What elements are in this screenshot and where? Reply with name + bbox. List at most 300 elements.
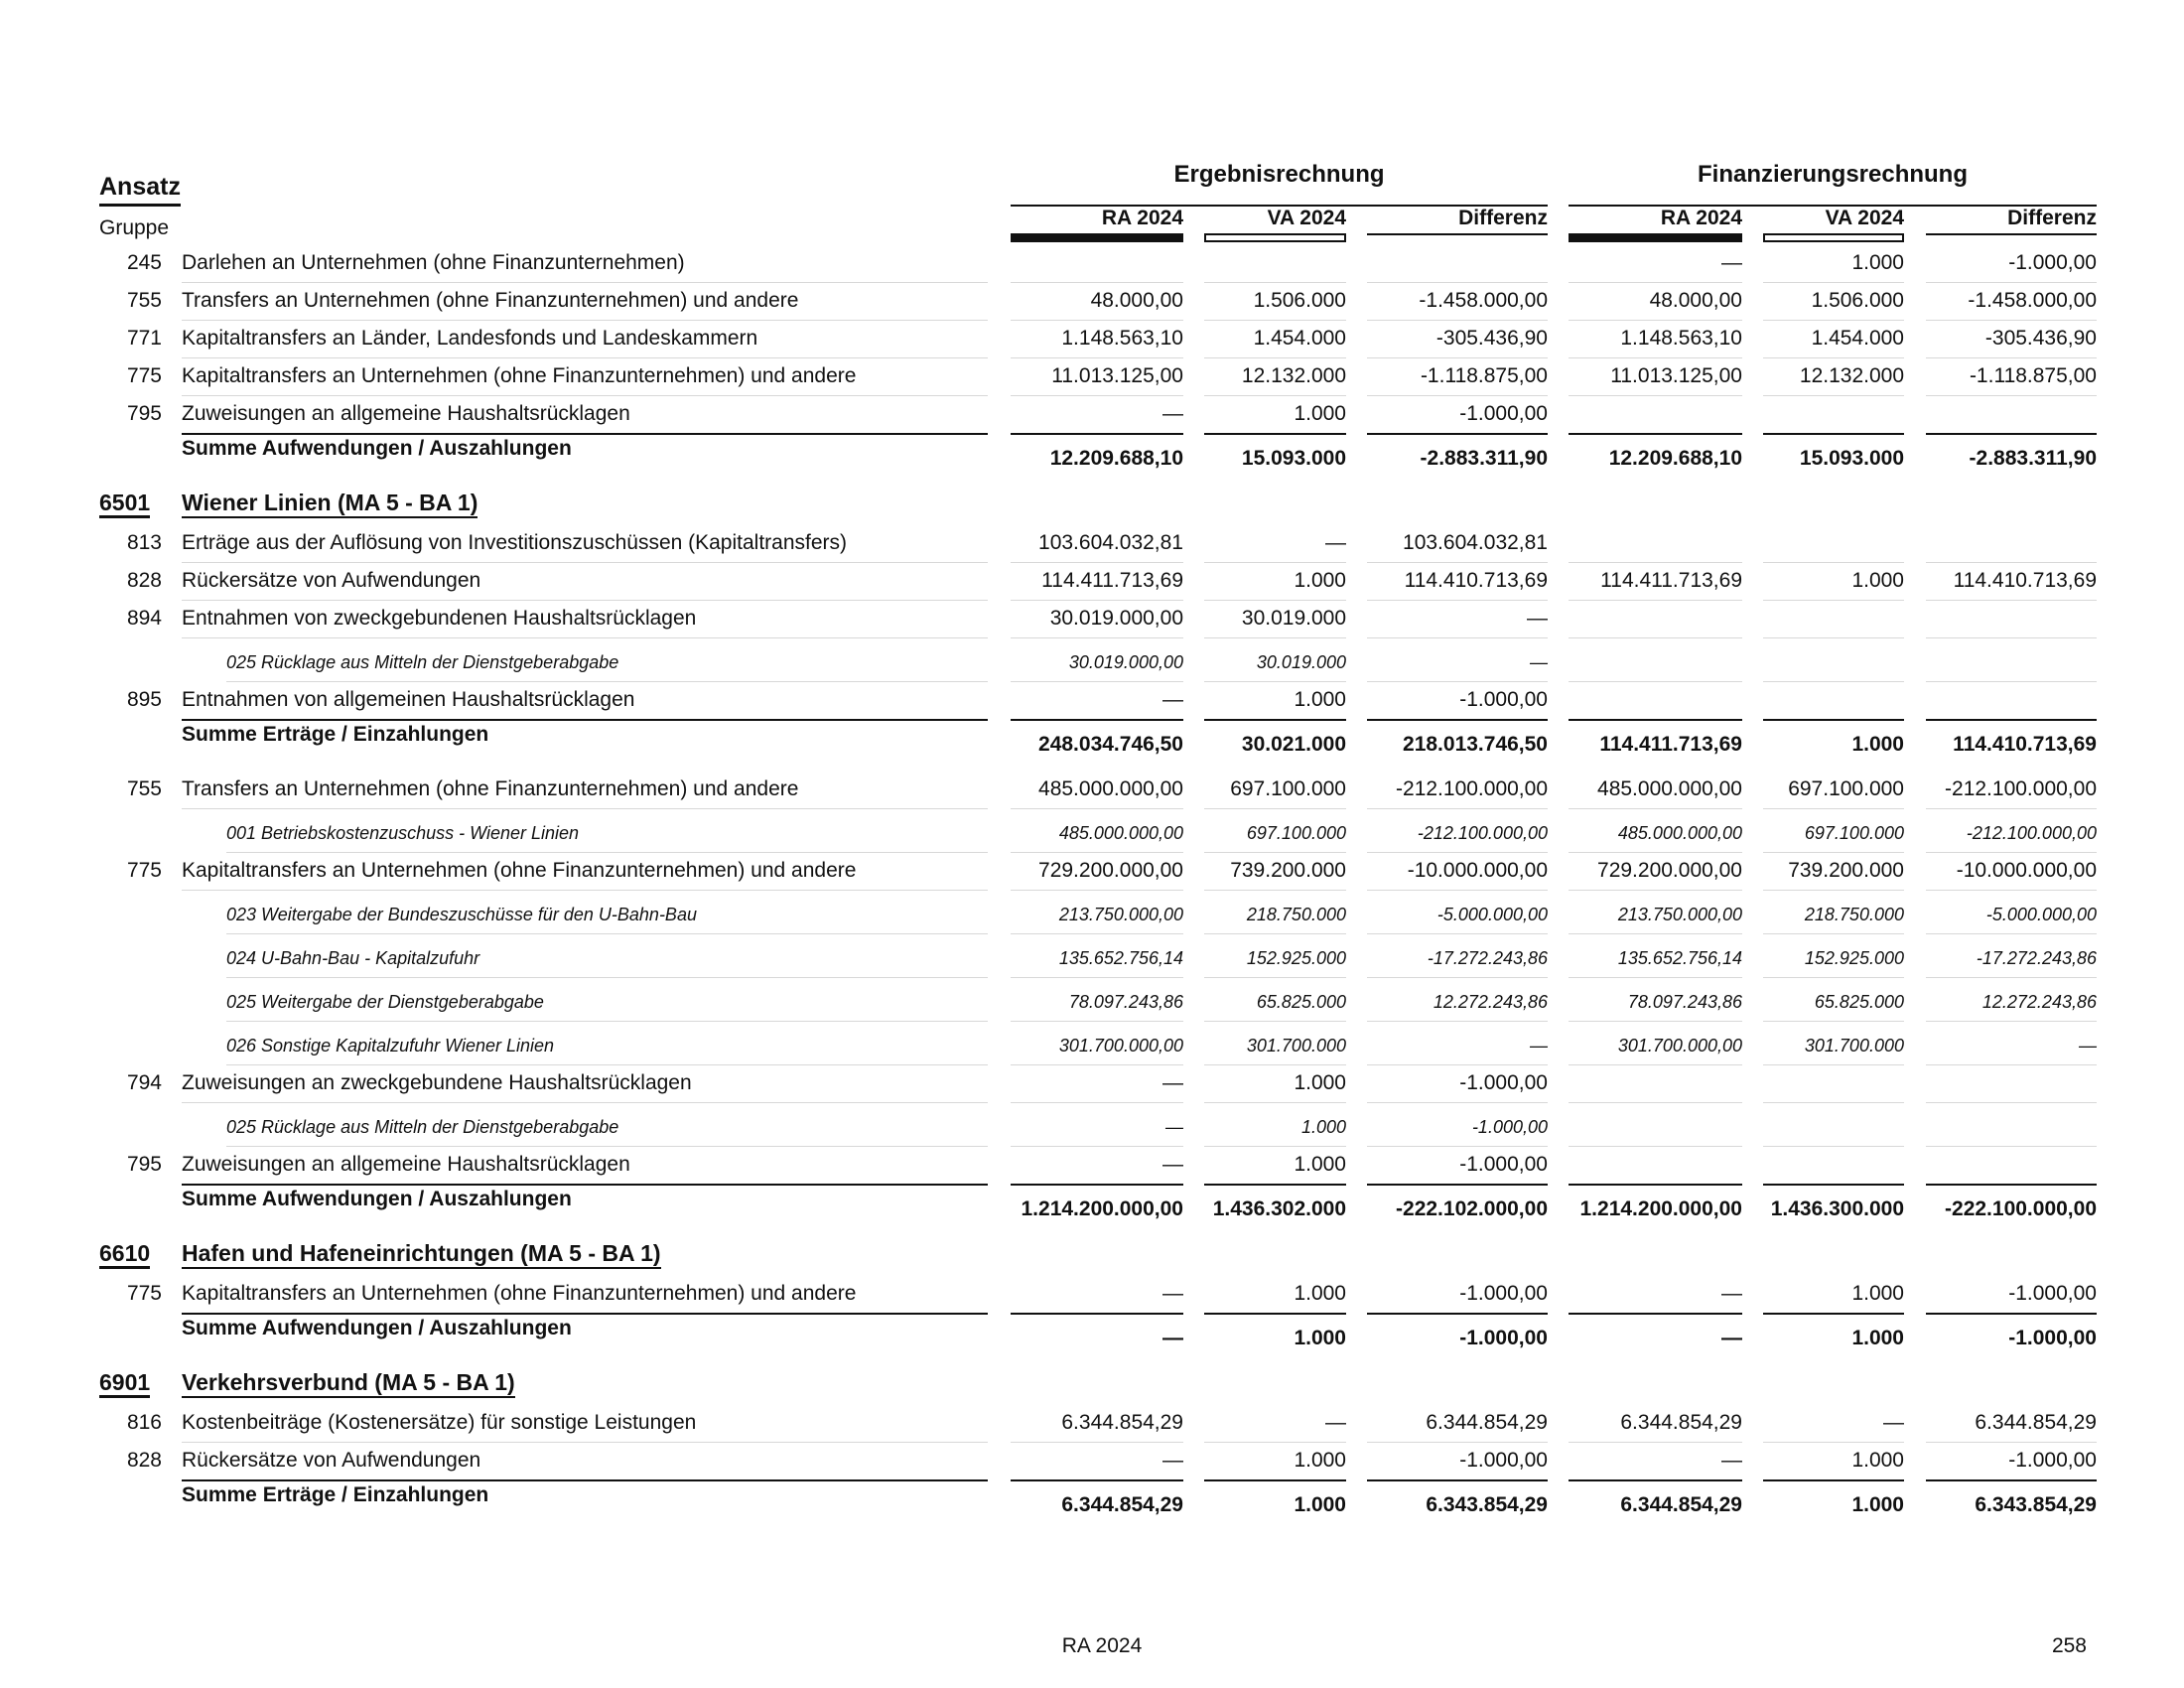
cell-rule [1763,1021,1904,1022]
value-differenz-finanz: -10.000.000,00 [1956,859,2097,882]
section-title-text: Wiener Linien (MA 5 - BA 1) [182,490,478,518]
value-va-2024-ergebnis: — [1325,531,1346,554]
section-title-text: Verkehrsverbund (MA 5 - BA 1) [182,1369,515,1398]
value-ra-2024-finanz: 301.700.000,00 [1617,1036,1742,1055]
value-ra-2024-finanz: 6.344.854,29 [1620,1493,1742,1516]
value-va-2024-ergebnis: 1.000 [1294,688,1346,711]
cell-rule [1204,852,1346,853]
value-va-2024-ergebnis: 697.100.000 [1246,823,1346,843]
value-differenz-finanz: -1.000,00 [2008,251,2097,274]
value-ra-2024-finanz: — [1721,1449,1742,1472]
table-row [0,1406,2184,1444]
cell-rule [1569,852,1742,853]
table-row [0,602,2184,639]
value-differenz-ergebnis: -1.000,00 [1459,688,1548,711]
cell-rule [1011,977,1183,978]
cell-rule [1569,890,1742,891]
ra-marker-bar [1569,233,1742,242]
value-differenz-ergebnis: -10.000.000,00 [1407,859,1548,882]
row-rule [226,681,988,682]
group-number: 828 [126,1449,162,1472]
sub-row [0,1023,2184,1066]
cell-rule [1011,562,1183,563]
finanzierungsrechnung-title: Finanzierungsrechnung [1697,161,1968,188]
value-ra-2024-ergebnis: — [1162,1282,1183,1305]
group-number: 775 [126,859,162,882]
value-ra-2024-ergebnis: — [1162,1153,1183,1176]
value-ra-2024-ergebnis: — [1162,402,1183,425]
group-number: 795 [126,1153,162,1176]
sum-label: Summe Erträge / Einzahlungen [182,723,489,746]
value-va-2024-ergebnis: 1.454.000 [1253,327,1346,350]
cell-rule [1569,808,1742,809]
cell-rule [1011,395,1183,396]
row-rule [182,1102,988,1103]
cell-rule [1763,357,1904,358]
value-differenz-ergebnis: 6.344.854,29 [1426,1411,1548,1434]
item-label: Transfers an Unternehmen (ohne Finanzunternehmen) und andere [182,289,799,312]
value-differenz-ergebnis: -212.100.000,00 [1396,777,1548,800]
group-number: 894 [126,607,162,630]
col-differenz-finanz: Differenz [2007,207,2097,229]
value-va-2024-ergebnis: 1.000 [1294,1327,1346,1349]
value-va-2024-finanz: 739.200.000 [1788,859,1904,882]
cell-rule [1569,1442,1742,1443]
cell-rule [1011,1064,1183,1065]
sum-label: Summe Erträge / Einzahlungen [182,1483,489,1506]
cell-rule [1763,320,1904,321]
value-ra-2024-ergebnis: 30.019.000,00 [1068,652,1183,672]
value-ra-2024-ergebnis: 48.000,00 [1090,289,1183,312]
section-title [182,1370,988,1394]
cell-rule [1569,395,1742,396]
cell-rule [1367,562,1548,563]
cell-rule [1763,395,1904,396]
value-ra-2024-finanz: — [1721,1282,1742,1305]
value-ra-2024-ergebnis: 12.209.688,10 [1049,447,1183,470]
value-va-2024-ergebnis: 15.093.000 [1241,447,1346,470]
va-marker-bar [1763,233,1904,242]
value-differenz-finanz: -17.272.243,86 [1976,948,2097,968]
table-row [0,854,2184,892]
value-va-2024-ergebnis: 12.132.000 [1241,364,1346,387]
table-header [0,0,2184,268]
cell-rule [1926,600,2097,601]
group-number: 775 [126,364,162,387]
cell-rule [1926,890,2097,891]
row-rule [182,890,988,891]
value-ra-2024-ergebnis: 485.000.000,00 [1058,823,1183,843]
group-number: 755 [126,777,162,800]
value-va-2024-finanz: 65.825.000 [1814,992,1904,1012]
cell-rule [1011,1146,1183,1147]
cell-rule [1569,562,1742,563]
group-number: 771 [126,327,162,350]
value-differenz-ergebnis: -1.000,00 [1471,1117,1548,1137]
group-number: 794 [126,1071,162,1094]
value-differenz-ergebnis: — [1530,652,1548,672]
value-va-2024-ergebnis: 1.000 [1294,1449,1346,1472]
cell-rule [1204,1021,1346,1022]
section-title [182,491,988,514]
ergebnisrechnung-title: Ergebnisrechnung [1173,161,1385,188]
value-ra-2024-finanz: 485.000.000,00 [1617,823,1742,843]
cell-rule [1011,357,1183,358]
cell-rule [1763,681,1904,682]
value-va-2024-finanz: 1.000 [1851,1282,1904,1305]
value-va-2024-finanz: 1.454.000 [1811,327,1904,350]
value-ra-2024-ergebnis: 135.652.756,14 [1058,948,1183,968]
cell-rule [1011,808,1183,809]
row-rule [226,977,988,978]
value-va-2024-ergebnis: 1.000 [1294,1493,1346,1516]
cell-rule [1204,1442,1346,1443]
table-row [0,1066,2184,1104]
row-rule [226,852,988,853]
value-differenz-finanz: -1.000,00 [2008,1327,2097,1349]
cell-rule [1204,933,1346,934]
budget-table-body [0,246,2184,1525]
section-title-text: Hafen und Hafeneinrichtungen (MA 5 - BA 1) [182,1240,661,1269]
value-ra-2024-ergebnis: — [1165,1117,1183,1137]
ansatz-heading: Ansatz [99,173,181,207]
item-label: Entnahmen von zweckgebundenen Haushaltsrücklagen [182,607,697,630]
value-differenz-ergebnis: -1.000,00 [1459,1071,1548,1094]
value-ra-2024-ergebnis: 103.604.032,81 [1038,531,1183,554]
cell-rule [1011,1021,1183,1022]
cell-rule [1926,1442,2097,1443]
value-differenz-finanz: 12.272.243,86 [1981,992,2097,1012]
section-title [182,1241,988,1265]
value-va-2024-ergebnis: 1.436.302.000 [1212,1197,1346,1220]
cell-rule [1569,1102,1742,1103]
cell-rule [1926,933,2097,934]
item-label: Kapitaltransfers an Unternehmen (ohne Finanzunternehmen) und andere [182,859,857,882]
sub-item-label: 025 Rücklage aus Mitteln der Dienstgeberabgabe [226,1117,619,1137]
cell-rule [1204,1064,1346,1065]
group-number: 813 [126,531,162,554]
value-ra-2024-finanz: 729.200.000,00 [1597,859,1742,882]
value-differenz-finanz: -305.436,90 [1984,327,2097,350]
section-row [0,1358,2184,1406]
row-rule [182,600,988,601]
value-ra-2024-ergebnis: 485.000.000,00 [1038,777,1183,800]
cell-rule [1569,1064,1742,1065]
row-rule [226,1146,988,1147]
value-va-2024-finanz: 301.700.000 [1804,1036,1904,1055]
value-ra-2024-ergebnis: 114.411.713,69 [1041,569,1183,592]
value-va-2024-ergebnis: 697.100.000 [1230,777,1346,800]
value-ra-2024-ergebnis: 213.750.000,00 [1058,905,1183,924]
cell-rule [1763,977,1904,978]
value-va-2024-finanz: 1.000 [1851,1493,1904,1516]
value-differenz-ergebnis: -17.272.243,86 [1427,948,1548,968]
value-ra-2024-ergebnis: 78.097.243,86 [1068,992,1183,1012]
item-label: Entnahmen von allgemeinen Haushaltsrücklagen [182,688,635,711]
cell-rule [1367,600,1548,601]
sub-row [0,1104,2184,1148]
cell-rule [1569,282,1742,283]
value-differenz-ergebnis: 103.604.032,81 [1403,531,1548,554]
footer-document-label: RA 2024 [1061,1634,1143,1657]
value-ra-2024-finanz: 1.214.200.000,00 [1579,1197,1742,1220]
value-ra-2024-finanz: 6.344.854,29 [1620,1411,1742,1434]
item-label: Erträge aus der Auflösung von Investitionszuschüssen (Kapitaltransfers) [182,531,848,554]
value-ra-2024-ergebnis: — [1162,688,1183,711]
item-label: Rückersätze von Aufwendungen [182,569,481,592]
sum-row [0,435,2184,479]
sub-item-label: 024 U-Bahn-Bau - Kapitalzufuhr [226,948,480,968]
value-va-2024-ergebnis: 30.019.000 [1241,607,1346,630]
cell-rule [1763,1442,1904,1443]
sub-row [0,935,2184,979]
cell-rule [1011,890,1183,891]
va-marker-bar [1204,233,1346,242]
row-rule [182,562,988,563]
value-ra-2024-finanz: 485.000.000,00 [1597,777,1742,800]
section-number: 6501 [99,491,150,518]
value-differenz-ergebnis: 12.272.243,86 [1433,992,1548,1012]
group-number: 775 [126,1282,162,1305]
value-ra-2024-finanz: 12.209.688,10 [1608,447,1742,470]
value-differenz-ergebnis: 218.013.746,50 [1403,733,1548,756]
row-rule [182,357,988,358]
cell-rule [1367,808,1548,809]
value-va-2024-ergebnis: 1.000 [1294,1282,1346,1305]
cell-rule [1926,1064,2097,1065]
sub-item-label: 026 Sonstige Kapitalzufuhr Wiener Linien [226,1036,555,1055]
cell-rule [1763,1102,1904,1103]
row-rule [226,1064,988,1065]
sub-item-label: 023 Weitergabe der Bundeszuschüsse für den U-Bahn-Bau [226,905,697,924]
cell-rule [1926,637,2097,638]
cell-rule [1926,1102,2097,1103]
cell-rule [1011,282,1183,283]
value-differenz-ergebnis: — [1530,1036,1548,1055]
value-ra-2024-ergebnis: 6.344.854,29 [1061,1411,1183,1434]
table-row [0,1444,2184,1481]
value-va-2024-finanz: 1.000 [1851,1449,1904,1472]
value-differenz-ergebnis: 6.343.854,29 [1426,1493,1548,1516]
value-differenz-finanz: -2.883.311,90 [1969,447,2097,470]
cell-rule [1367,1146,1548,1147]
value-ra-2024-finanz: 78.097.243,86 [1627,992,1742,1012]
table-row [0,1277,2184,1315]
cell-rule [1011,852,1183,853]
value-differenz-finanz: -212.100.000,00 [1945,777,2097,800]
cell-rule [1569,357,1742,358]
sub-row [0,810,2184,854]
value-ra-2024-finanz: 11.013.125,00 [1610,364,1742,387]
gruppe-heading: Gruppe [99,216,170,239]
cell-rule [1367,1102,1548,1103]
value-va-2024-finanz: 152.925.000 [1804,948,1904,968]
sub-item-label: 025 Rücklage aus Mitteln der Dienstgeberabgabe [226,652,619,672]
group-number: 816 [126,1411,162,1434]
value-ra-2024-finanz: 213.750.000,00 [1617,905,1742,924]
cell-rule [1204,1146,1346,1147]
ra-marker-bar [1011,233,1183,242]
cell-rule [1367,977,1548,978]
value-va-2024-finanz: 697.100.000 [1804,823,1904,843]
value-differenz-ergebnis: 114.410.713,69 [1404,569,1548,592]
value-ra-2024-ergebnis: 301.700.000,00 [1058,1036,1183,1055]
section-number: 6901 [99,1370,150,1398]
value-differenz-finanz: 6.344.854,29 [1975,1411,2097,1434]
cell-rule [1367,681,1548,682]
value-differenz-finanz: 114.410.713,69 [1953,569,2097,592]
cell-rule [1367,852,1548,853]
cell-rule [1763,852,1904,853]
table-row [0,246,2184,284]
cell-rule [1926,852,2097,853]
value-ra-2024-ergebnis: 11.013.125,00 [1051,364,1183,387]
value-va-2024-ergebnis: 739.200.000 [1230,859,1346,882]
value-differenz-finanz: 114.410.713,69 [1953,733,2097,756]
sum-label: Summe Aufwendungen / Auszahlungen [182,1188,572,1210]
cell-rule [1569,637,1742,638]
value-va-2024-ergebnis: 218.750.000 [1246,905,1346,924]
value-ra-2024-ergebnis: 1.214.200.000,00 [1021,1197,1183,1220]
value-va-2024-ergebnis: 30.019.000 [1256,652,1346,672]
col-va-2024-finanz: VA 2024 [1825,207,1904,229]
value-va-2024-finanz: 1.000 [1851,733,1904,756]
value-va-2024-finanz: 1.000 [1851,1327,1904,1349]
value-differenz-ergebnis: -1.000,00 [1459,1449,1548,1472]
value-ra-2024-ergebnis: — [1162,1327,1183,1349]
value-ra-2024-finanz: 1.148.563,10 [1620,327,1742,350]
value-differenz-ergebnis: -212.100.000,00 [1417,823,1548,843]
cell-rule [1763,933,1904,934]
value-differenz-ergebnis: -1.000,00 [1459,1327,1548,1349]
value-va-2024-finanz: — [1883,1411,1904,1434]
value-ra-2024-ergebnis: 248.034.746,50 [1038,733,1183,756]
sum-row [0,721,2184,765]
cell-rule [1926,357,2097,358]
value-va-2024-finanz: 12.132.000 [1799,364,1904,387]
sum-label: Summe Aufwendungen / Auszahlungen [182,437,572,460]
value-ra-2024-finanz: 114.411.713,69 [1599,733,1742,756]
table-row [0,284,2184,322]
sub-item-label: 025 Weitergabe der Dienstgeberabgabe [226,992,544,1012]
value-va-2024-ergebnis: 1.000 [1294,1071,1346,1094]
value-differenz-finanz: -5.000.000,00 [1985,905,2097,924]
row-rule [182,1442,988,1443]
cell-rule [1926,562,2097,563]
value-ra-2024-ergebnis: 729.200.000,00 [1038,859,1183,882]
item-label: Kapitaltransfers an Unternehmen (ohne Finanzunternehmen) und andere [182,364,857,387]
item-label: Zuweisungen an allgemeine Haushaltsrücklagen [182,402,630,425]
sub-item-label: 001 Betriebskostenzuschuss - Wiener Linien [226,823,580,843]
group-number: 795 [126,402,162,425]
value-differenz-finanz: 6.343.854,29 [1975,1493,2097,1516]
cell-rule [1204,1102,1346,1103]
value-differenz-ergebnis: -1.118.875,00 [1420,364,1548,387]
cell-rule [1011,320,1183,321]
sum-label: Summe Aufwendungen / Auszahlungen [182,1317,572,1339]
value-ra-2024-finanz: 135.652.756,14 [1617,948,1742,968]
value-differenz-ergebnis: -1.000,00 [1459,1282,1548,1305]
value-differenz-ergebnis: -1.458.000,00 [1419,289,1548,312]
row-rule [226,933,988,934]
item-label: Darlehen an Unternehmen (ohne Finanzunternehmen) [182,251,685,274]
value-va-2024-ergebnis: 65.825.000 [1256,992,1346,1012]
value-differenz-ergebnis: -1.000,00 [1459,1153,1548,1176]
col-ra-2024-ergebnis: RA 2024 [1101,207,1183,229]
cell-rule [1204,681,1346,682]
value-ra-2024-finanz: 48.000,00 [1649,289,1742,312]
item-label: Rückersätze von Aufwendungen [182,1449,481,1472]
col-differenz-ergebnis: Differenz [1458,207,1548,229]
value-differenz-finanz: — [2079,1036,2097,1055]
value-va-2024-finanz: 1.000 [1851,251,1904,274]
cell-rule [1569,681,1742,682]
col-ra-2024-finanz: RA 2024 [1660,207,1742,229]
sum-row [0,1315,2184,1358]
page-number: 258 [2051,1634,2087,1657]
cell-rule [1763,637,1904,638]
value-ra-2024-ergebnis: 6.344.854,29 [1061,1493,1183,1516]
value-ra-2024-ergebnis: 30.019.000,00 [1049,607,1183,630]
value-differenz-ergebnis: -5.000.000,00 [1436,905,1548,924]
item-label: Zuweisungen an zweckgebundene Haushaltsrücklagen [182,1071,692,1094]
value-va-2024-ergebnis: 1.000 [1294,402,1346,425]
cell-rule [1926,395,2097,396]
row-rule [226,1021,988,1022]
differenz-rule [1367,233,1548,235]
cell-rule [1926,681,2097,682]
table-row [0,397,2184,435]
cell-rule [1367,1021,1548,1022]
cell-rule [1011,933,1183,934]
cell-rule [1926,977,2097,978]
cell-rule [1367,395,1548,396]
value-va-2024-ergebnis: — [1325,1411,1346,1434]
value-differenz-ergebnis: — [1527,607,1548,630]
value-ra-2024-ergebnis: — [1162,1449,1183,1472]
table-row [0,359,2184,397]
cell-rule [1204,395,1346,396]
cell-rule [1204,637,1346,638]
sum-row [0,1186,2184,1229]
value-va-2024-finanz: 1.436.300.000 [1770,1197,1904,1220]
cell-rule [1763,890,1904,891]
value-va-2024-ergebnis: 1.000 [1294,569,1346,592]
item-label: Kapitaltransfers an Unternehmen (ohne Finanzunternehmen) und andere [182,1282,857,1305]
value-ra-2024-ergebnis: 1.148.563,10 [1061,327,1183,350]
cell-rule [1926,808,2097,809]
value-ra-2024-ergebnis: — [1162,1071,1183,1094]
cell-rule [1763,562,1904,563]
value-differenz-finanz: -1.118.875,00 [1969,364,2097,387]
table-row [0,773,2184,810]
value-va-2024-finanz: 15.093.000 [1799,447,1904,470]
differenz-rule [1926,233,2097,235]
cell-rule [1763,282,1904,283]
row-rule [182,637,988,638]
cell-rule [1367,637,1548,638]
cell-rule [1367,890,1548,891]
value-differenz-finanz: -212.100.000,00 [1966,823,2097,843]
cell-rule [1926,1021,2097,1022]
value-differenz-ergebnis: -222.102.000,00 [1396,1197,1548,1220]
cell-rule [1569,1021,1742,1022]
row-rule [182,808,988,809]
cell-rule [1367,282,1548,283]
cell-rule [1569,320,1742,321]
cell-rule [1204,320,1346,321]
cell-rule [1204,977,1346,978]
